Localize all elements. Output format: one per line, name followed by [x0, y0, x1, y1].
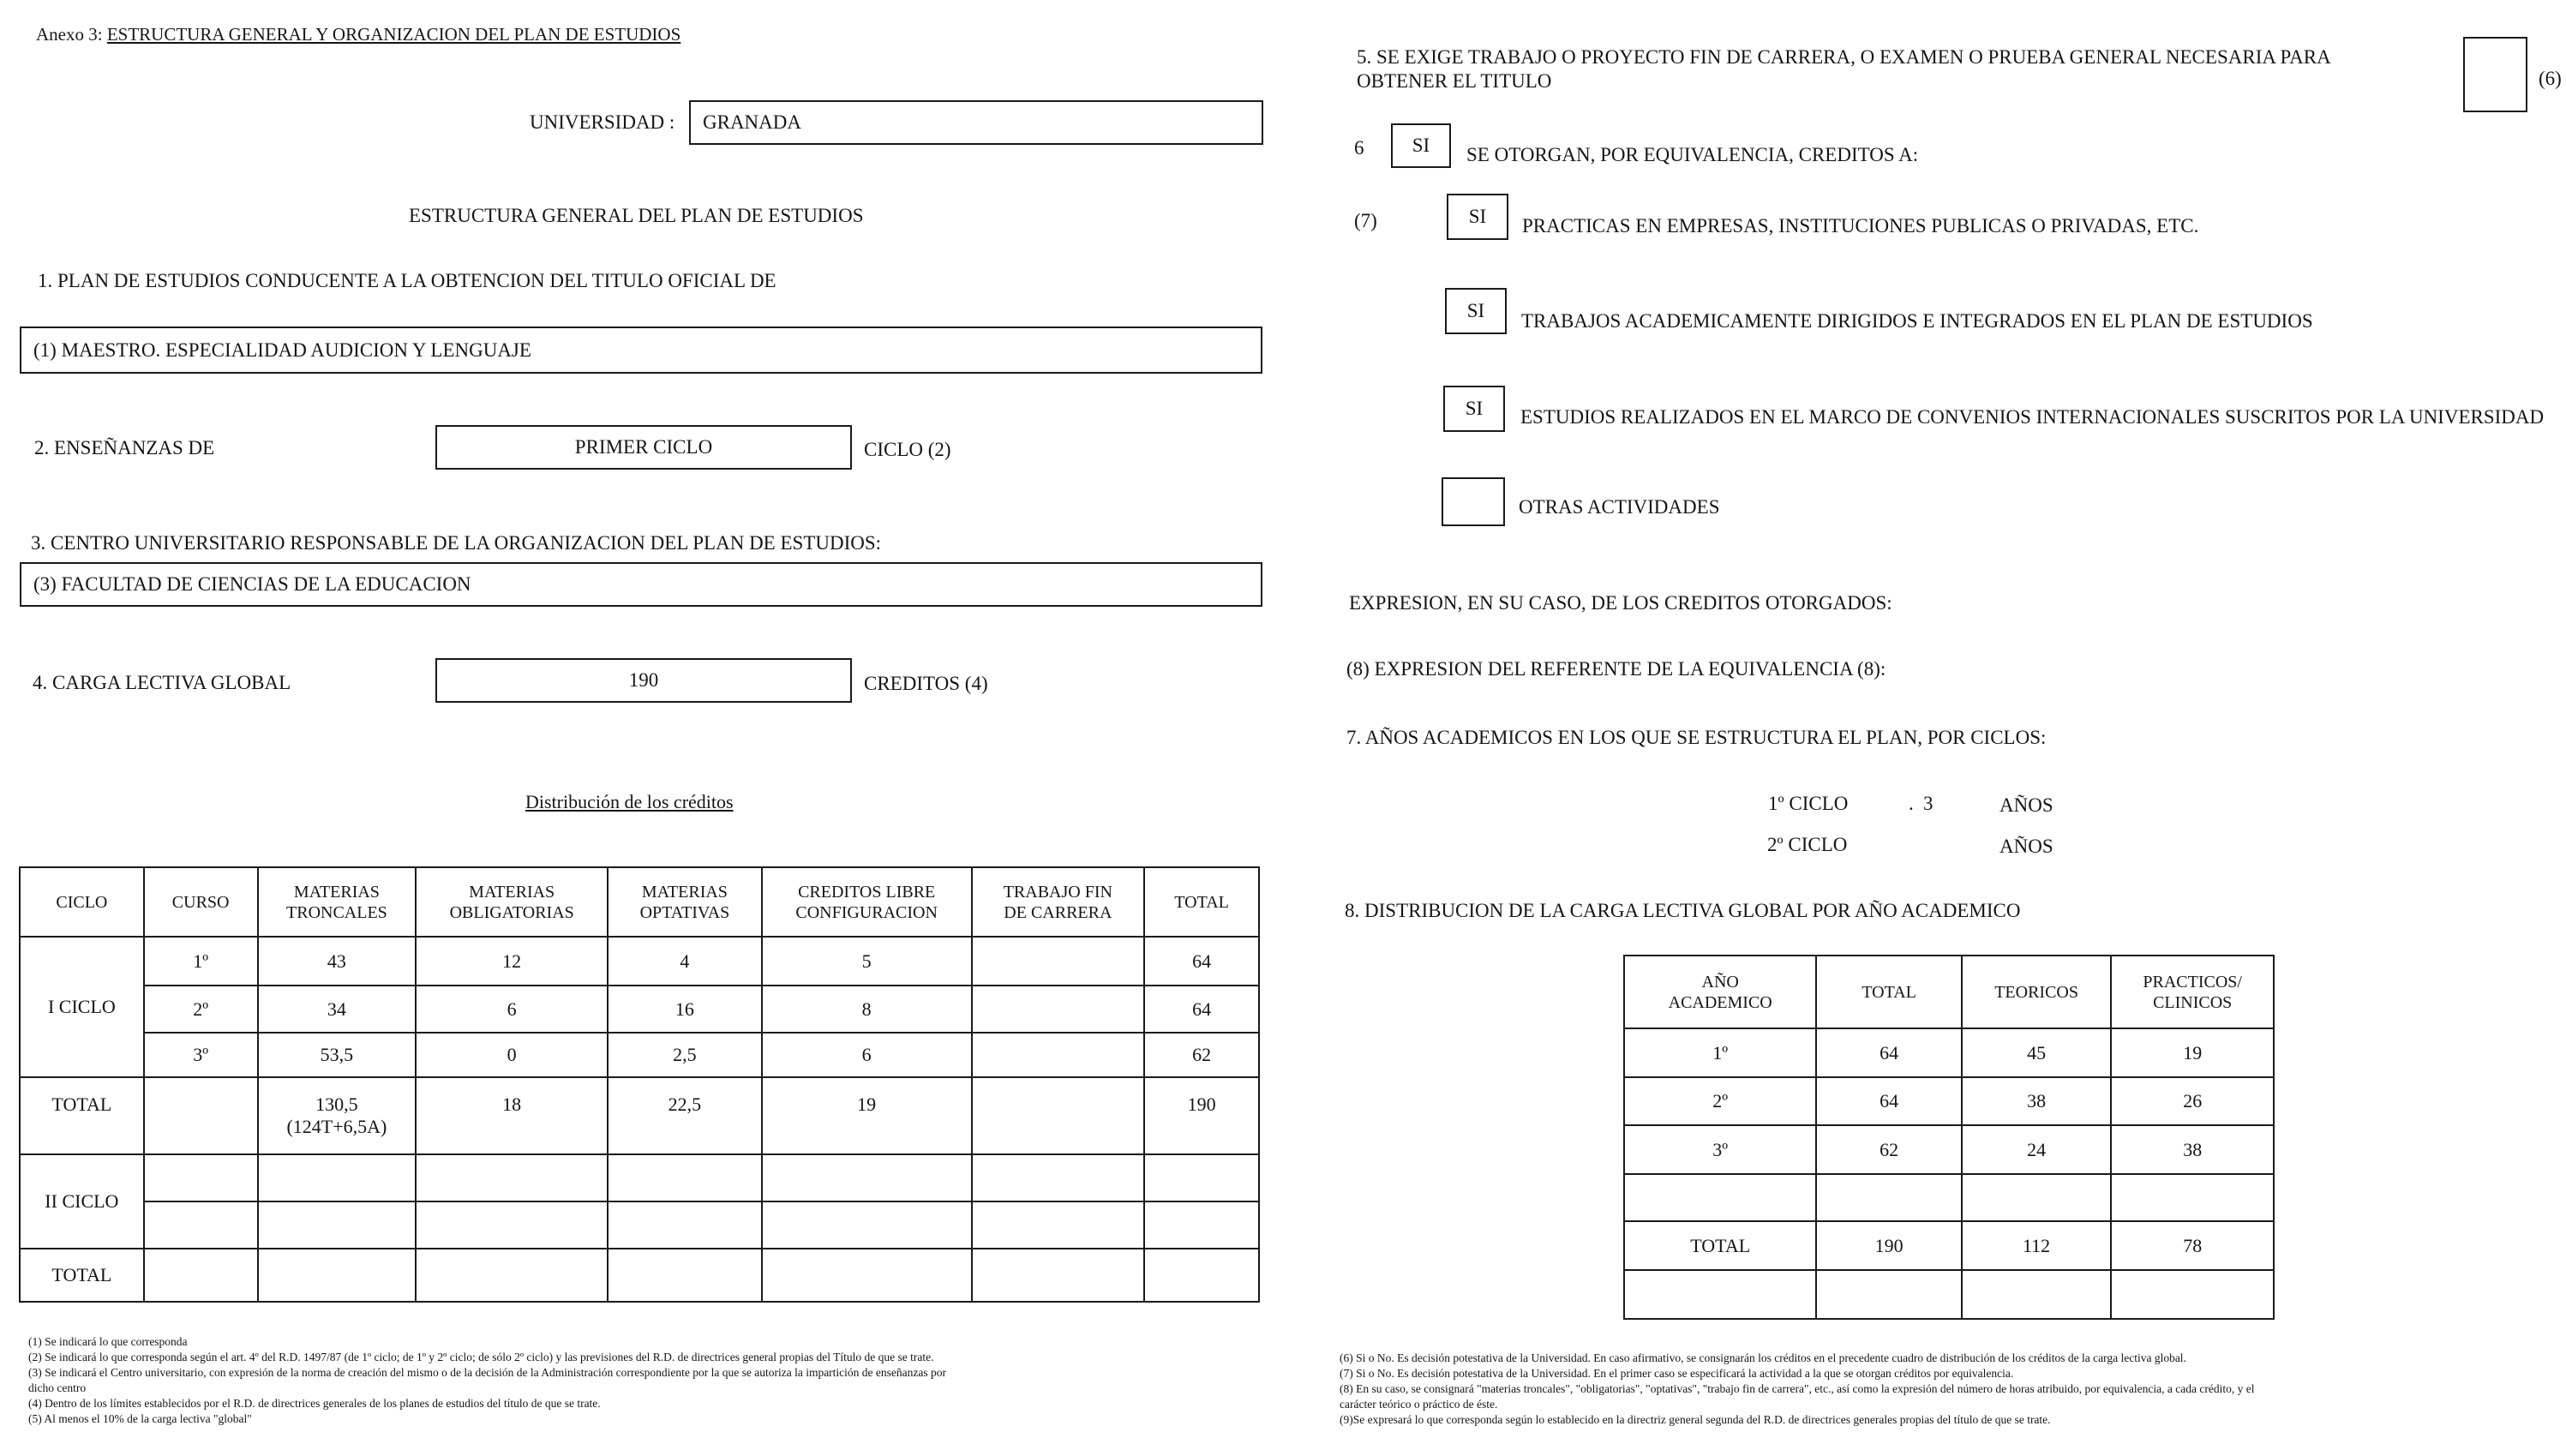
cell-trabajo: [972, 937, 1145, 986]
university-label: UNIVERSIDAD :: [530, 111, 675, 133]
distribution-title: Distribución de los créditos: [525, 791, 734, 812]
cell-optativas: 2,5: [608, 1033, 762, 1077]
cell-total: 190: [1816, 1221, 1961, 1270]
option-box: SI: [1445, 288, 1507, 334]
table-row: [1624, 1077, 2274, 1125]
header-total: TOTAL: [1816, 956, 1961, 1028]
footnote: (9)Se expresará lo que corresponda según lo establecido en la directriz general segunda del R.D. de directrices generales propias del título de que se trate.: [1340, 1413, 2051, 1426]
cell-teoricos: 38: [1962, 1077, 2112, 1125]
header-optativas-l1: MATERIAS: [641, 882, 728, 902]
item2-label: 2. ENSEÑANZAS DE: [34, 437, 215, 458]
item3-label: 3. CENTRO UNIVERSITARIO RESPONSABLE DE LA ORGANIZACION DEL PLAN DE ESTUDIOS:: [31, 532, 882, 554]
cell-total: 62: [1144, 1033, 1259, 1077]
cell-libre: 5: [762, 937, 972, 986]
teaching-cycle-field: PRIMER CICLO: [435, 425, 852, 470]
ciclo2-label: 2º CICLO: [1767, 834, 1848, 855]
cell-total-total: 190: [1144, 1077, 1259, 1154]
item4-suffix: CREDITOS (4): [864, 673, 988, 694]
credits-distribution-table: [19, 866, 1260, 1303]
table-row: [20, 1201, 1259, 1249]
header-obligatorias-l2: OBLIGATORIAS: [449, 902, 574, 922]
header-troncales-l2: TRONCALES: [286, 902, 387, 922]
ciclo1-dot: .: [1909, 793, 1914, 814]
table-row: [1624, 1028, 2274, 1077]
footnote: (3) Se indicará el Centro universitario, con expresión de la norma de creación del mismo o de la decisión de la Administración correspondiente por la que se autoriza la impartición de enseñanzas por: [28, 1366, 947, 1379]
cell-teoricos: 112: [1962, 1221, 2112, 1270]
header-ano-l1: AÑO: [1701, 972, 1739, 992]
global-load-field: 190: [435, 658, 852, 703]
table-row: [20, 1249, 1259, 1302]
ciclo2-label: II CICLO: [20, 1154, 144, 1249]
right-footnotes: [1340, 1351, 2254, 1428]
header-practicos: [2111, 956, 2274, 1028]
item8-label: 8. DISTRIBUCION DE LA CARGA LECTIVA GLOBAL POR AÑO ACADEMICO: [1345, 900, 2021, 921]
table-total-row: [1624, 1221, 2274, 1270]
footnote: carácter teórico o práctico de éste.: [1340, 1398, 1498, 1411]
cell-libre-total: 19: [762, 1077, 972, 1154]
cell-ano: 3º: [1624, 1125, 1816, 1174]
ciclo1-label: I CICLO: [20, 937, 144, 1077]
header-practicos-l2: CLINICOS: [2153, 992, 2233, 1012]
cell-curso: 3º: [144, 1033, 258, 1077]
header-teoricos: TEORICOS: [1962, 956, 2112, 1028]
header-trabajo-l2: DE CARRERA: [1004, 902, 1112, 922]
footnote: (5) Al menos el 10% de la carga lectiva "global": [28, 1412, 252, 1425]
cell-curso: [144, 1077, 258, 1154]
cell-total: 62: [1816, 1125, 1961, 1174]
item5-line2: OBTENER EL TITULO: [1357, 70, 1552, 92]
table-row: [20, 986, 1259, 1033]
table-header-row: [1624, 956, 2274, 1028]
total-label: TOTAL: [20, 1077, 144, 1154]
total2-label: TOTAL: [20, 1249, 144, 1302]
left-footnotes: [28, 1334, 946, 1427]
ciclo1-label: 1º CICLO: [1768, 793, 1849, 814]
cell-teoricos: 24: [1962, 1125, 2112, 1174]
item4-label: 4. CARGA LECTIVA GLOBAL: [33, 672, 291, 693]
ciclo2-anos: AÑOS: [1999, 836, 2053, 857]
cell-obligatorias: 0: [416, 1033, 608, 1077]
cell-optativas: 4: [608, 937, 762, 986]
cell-libre: 8: [762, 986, 972, 1033]
annex-heading: [36, 26, 680, 44]
item5-note: (6): [2539, 68, 2562, 89]
table-header-row: [20, 867, 1259, 937]
cell-trabajo-total: [972, 1077, 1145, 1154]
cell-practicos: 78: [2111, 1221, 2274, 1270]
cell-trabajo: [972, 1033, 1145, 1077]
table-total-row: [20, 1077, 1259, 1154]
troncales-total-note: (124T+6,5A): [286, 1116, 387, 1137]
item2-suffix: CICLO (2): [864, 439, 951, 460]
cell-troncales: 43: [258, 937, 417, 986]
table-row: [20, 1033, 1259, 1077]
item7-number: (7): [1354, 210, 1377, 231]
item5-box: [2463, 37, 2527, 112]
header-trabajo-l1: TRABAJO FIN: [1003, 882, 1112, 902]
item6-number: 6: [1354, 137, 1364, 159]
cell-libre: 6: [762, 1033, 972, 1077]
ciclo1-anos: AÑOS: [1999, 794, 2053, 816]
university-field: GRANADA: [689, 100, 1263, 145]
expresion-label: EXPRESION, EN SU CASO, DE LOS CREDITOS OTORGADOS:: [1349, 592, 1892, 614]
footnote: dicho centro: [28, 1381, 87, 1394]
center-field: (3) FACULTAD DE CIENCIAS DE LA EDUCACION: [20, 562, 1262, 607]
item6-box: SI: [1391, 123, 1451, 168]
table-row: [20, 937, 1259, 986]
cell-troncales: 34: [258, 986, 417, 1033]
option-label: PRACTICAS EN EMPRESAS, INSTITUCIONES PUBLICAS O PRIVADAS, ETC.: [1522, 215, 2199, 237]
annex-title: ESTRUCTURA GENERAL Y ORGANIZACION DEL PLAN DE ESTUDIOS: [106, 24, 681, 45]
cell-troncales-total: [258, 1077, 417, 1154]
footnote: (1) Se indicará lo que corresponda: [28, 1335, 188, 1348]
header-optativas: [608, 867, 762, 937]
cell-curso: 1º: [144, 937, 258, 986]
cell-trabajo: [972, 986, 1145, 1033]
footnote: (4) Dentro de los límites establecidos por el R.D. de directrices generales de los planes de estudios del título de que se trate.: [28, 1397, 601, 1410]
footnote: (6) Si o No. Es decisión potestativa de la Universidad. En caso afirmativo, se consignarán los créditos en el precedente cuadro de distribución de los créditos de la carga lectiva global.: [1340, 1351, 2186, 1364]
table-row: [20, 1154, 1259, 1201]
cell-practicos: 19: [2111, 1028, 2274, 1077]
header-total: TOTAL: [1144, 867, 1259, 937]
header-libre: [762, 867, 972, 937]
cell-obligatorias: 6: [416, 986, 608, 1033]
cell-obligatorias-total: 18: [416, 1077, 608, 1154]
header-troncales-l1: MATERIAS: [293, 882, 380, 902]
load-by-year-table: [1623, 955, 2275, 1320]
header-ciclo: CICLO: [20, 867, 144, 937]
equivalence-reference: (8) EXPRESION DEL REFERENTE DE LA EQUIVALENCIA (8):: [1346, 658, 1886, 680]
header-ano: [1624, 956, 1816, 1028]
cell-total: 64: [1144, 937, 1259, 986]
table-row: [1624, 1174, 2274, 1221]
degree-title-field: (1) MAESTRO. ESPECIALIDAD AUDICION Y LENGUAJE: [20, 327, 1262, 374]
item7-label: 7. AÑOS ACADEMICOS EN LOS QUE SE ESTRUCTURA EL PLAN, POR CICLOS:: [1346, 727, 2047, 748]
cell-obligatorias: 12: [416, 937, 608, 986]
item1-label: 1. PLAN DE ESTUDIOS CONDUCENTE A LA OBTENCION DEL TITULO OFICIAL DE: [38, 270, 776, 291]
header-libre-l1: CREDITOS LIBRE: [798, 882, 936, 902]
footnote: (2) Se indicará lo que corresponda según el art. 4º del R.D. 1497/87 (de 1º ciclo; de 1º y 2º ciclo; de sólo 2º ciclo) y las previsiones del R.D. de directrices general propias del Título de que se trate.: [28, 1351, 934, 1363]
cell-practicos: 38: [2111, 1125, 2274, 1174]
cell-total: 64: [1816, 1028, 1961, 1077]
option-box: SI: [1447, 194, 1508, 240]
cell-total: 64: [1144, 986, 1259, 1033]
table-row: [1624, 1270, 2274, 1319]
header-optativas-l2: OPTATIVAS: [639, 902, 730, 922]
table-row: [1624, 1125, 2274, 1174]
cell-optativas: 16: [608, 986, 762, 1033]
ciclo1-years: 3: [1923, 793, 1933, 814]
header-practicos-l1: PRACTICOS/: [2143, 972, 2242, 992]
header-libre-l2: CONFIGURACION: [795, 902, 938, 922]
option-box: [1442, 477, 1505, 526]
footnote: (7) Si o No. Es decisión potestativa de la Universidad. En el primer caso se especificará la actividad a la que se otorgan créditos por equivalencia.: [1340, 1367, 2014, 1380]
option-label: OTRAS ACTIVIDADES: [1519, 496, 1720, 518]
cell-curso: 2º: [144, 986, 258, 1033]
cell-total: 64: [1816, 1077, 1961, 1125]
cell-ano: 2º: [1624, 1077, 1816, 1125]
option-label: TRABAJOS ACADEMICAMENTE DIRIGIDOS E INTEGRADOS EN EL PLAN DE ESTUDIOS: [1521, 310, 2313, 332]
option-box: SI: [1443, 386, 1505, 432]
troncales-total-value: 130,5: [315, 1093, 358, 1115]
header-obligatorias: [416, 867, 608, 937]
cell-optativas-total: 22,5: [608, 1077, 762, 1154]
total-label: TOTAL: [1624, 1221, 1816, 1270]
item6-label: SE OTORGAN, POR EQUIVALENCIA, CREDITOS A:: [1466, 144, 1919, 165]
footnote: (8) En su caso, se consignará "materias troncales", "obligatorias", "optativas", "trabajo fin de carrera", etc., así como la expresión del número de horas atribuido, por equivalencia, a cada crédito, y el: [1340, 1382, 2255, 1395]
header-curso: CURSO: [144, 867, 258, 937]
cell-teoricos: 45: [1962, 1028, 2112, 1077]
cell-practicos: 26: [2111, 1077, 2274, 1125]
item5-line1: 5. SE EXIGE TRABAJO O PROYECTO FIN DE CARRERA, O EXAMEN O PRUEBA GENERAL NECESARIA PARA: [1357, 46, 2331, 68]
header-trabajo: [972, 867, 1145, 937]
header-obligatorias-l1: MATERIAS: [469, 882, 555, 902]
option-label: ESTUDIOS REALIZADOS EN EL MARCO DE CONVENIOS INTERNACIONALES SUSCRITOS POR LA UNIVERSIDAD: [1520, 406, 2545, 428]
header-troncales: [258, 867, 417, 937]
section-title: ESTRUCTURA GENERAL DEL PLAN DE ESTUDIOS: [409, 205, 864, 226]
cell-ano: 1º: [1624, 1028, 1816, 1077]
cell-troncales: 53,5: [258, 1033, 417, 1077]
header-ano-l2: ACADEMICO: [1668, 992, 1772, 1012]
annex-prefix: Anexo 3:: [36, 24, 103, 45]
